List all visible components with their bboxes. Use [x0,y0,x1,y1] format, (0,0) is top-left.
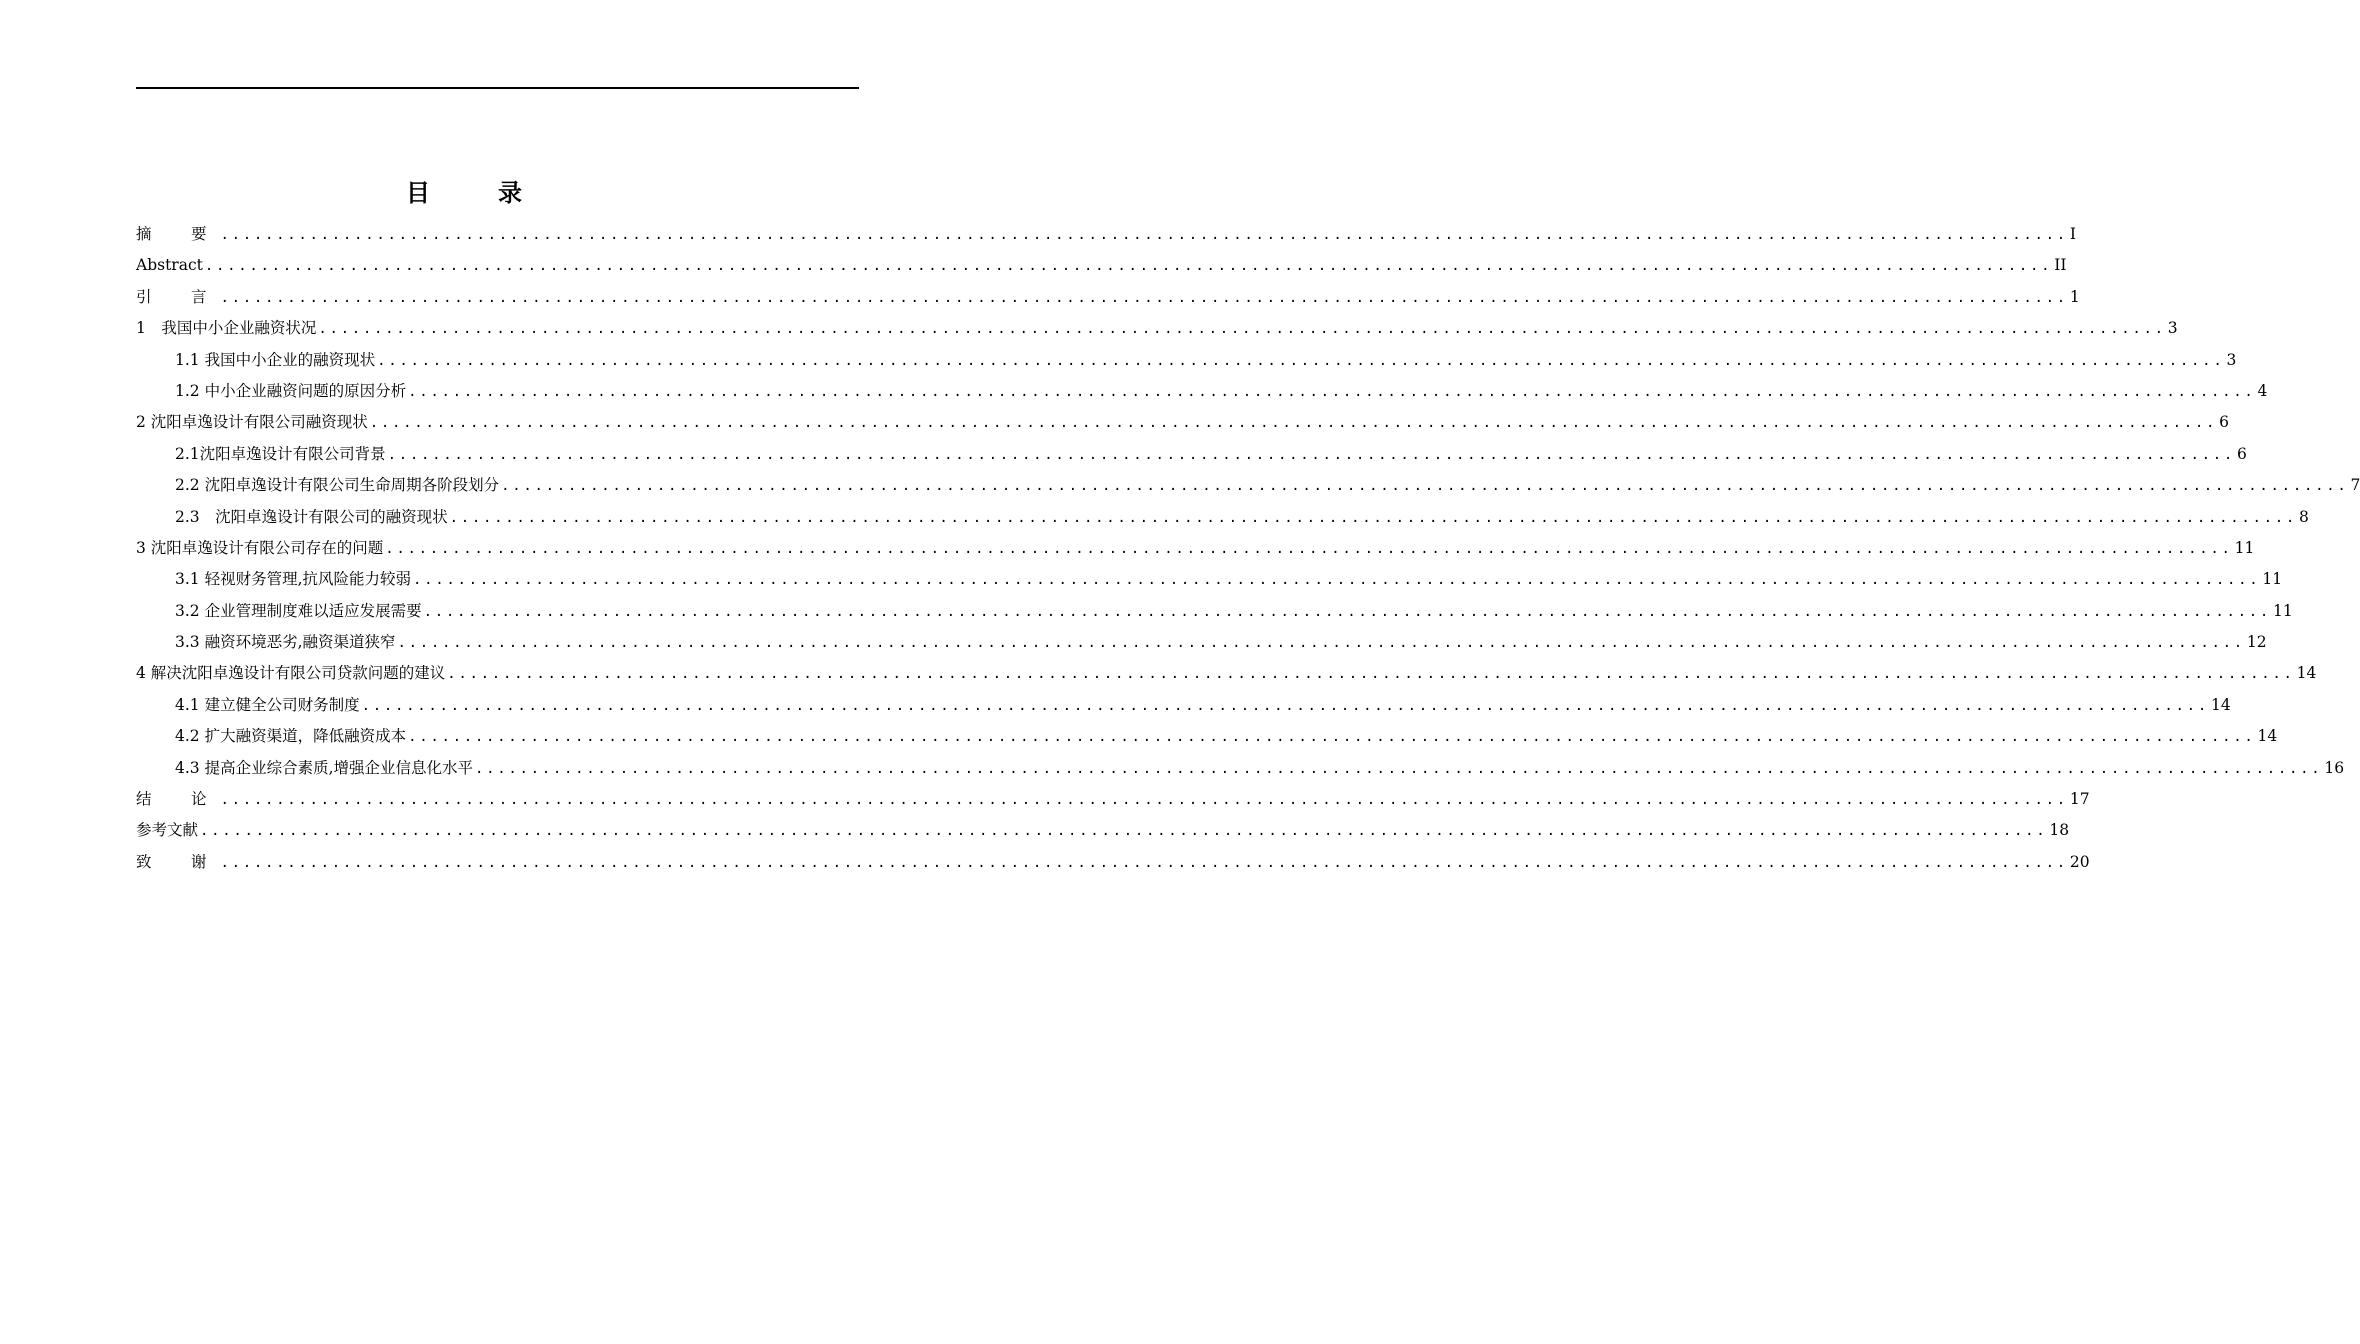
toc-entry-title: 4.1 建立健全公司财务制度 [175,695,360,714]
toc-entry[interactable] [136,564,2283,595]
toc-dot-leader: ...................................................................................................................................................................... [408,729,2256,746]
toc-page-number: 8 [2299,507,2309,526]
toc-entry-title: 1.2 中小企业融资问题的原因分析 [175,381,407,400]
toc-page-number: 18 [2049,821,2070,840]
toc-dot-leader: ...................................................................................................................................................................... [220,227,2068,243]
page-title: 目 录 [406,179,544,207]
toc-dot-leader: ...................................................................................................................................................................... [423,603,2271,620]
toc-entry-title: 1.1 我国中小企业的融资现状 [175,350,376,369]
toc-dot-leader: ...................................................................................................................................................................... [361,697,2209,714]
toc-entry[interactable] [136,533,2255,564]
header-rule [136,87,859,89]
toc-entry-title: 3.3 融资环境恶劣,融资渠道狭窄 [175,633,396,652]
toc-page-number: 14 [2257,727,2278,746]
toc-page-number: 12 [2246,633,2267,652]
toc-dot-leader: ...................................................................................................................................................................... [369,415,2218,432]
toc-entry[interactable] [136,470,2360,501]
toc-page-number: 11 [2234,538,2255,557]
toc-entry-title: 2.2 沈阳卓逸设计有限公司生命周期各阶段划分 [175,476,500,495]
toc-entry[interactable] [136,345,2237,376]
toc-page-number: 6 [2237,444,2247,463]
toc-entry-title: 摘 要 [136,225,219,243]
table-of-contents [136,219,2360,878]
toc-entry[interactable] [136,658,2317,689]
toc-entry-title: 4.2 扩大融资渠道，降低融资成本 [175,727,407,746]
toc-dot-leader: ...................................................................................................................................................................... [397,635,2245,652]
toc-page-number: 7 [2350,476,2360,495]
toc-entry[interactable] [136,313,2178,344]
toc-page-number: 4 [2257,381,2268,400]
toc-dot-leader: ...................................................................................................................................................................... [377,352,2225,369]
toc-dot-leader: ...................................................................................................................................................................... [475,760,2323,777]
toc-page-number: 3 [2167,319,2178,338]
toc-page-number: 11 [2272,601,2293,620]
toc-dot-leader: ...................................................................................................................................................................... [413,572,2261,589]
toc-entry[interactable] [136,815,2070,846]
toc-page-number: I [2069,225,2077,243]
toc-entry-title: 3 沈阳卓逸设计有限公司存在的问题 [136,538,384,557]
toc-entry[interactable] [136,721,2278,752]
toc-entry-title: 引 言 [136,287,219,306]
toc-page-number: 6 [2219,413,2230,432]
toc-entry-title: Abstract [136,256,203,275]
toc-entry[interactable] [136,407,2230,438]
toc-dot-leader: ...................................................................................................................................................................... [220,854,2068,871]
toc-entry[interactable] [136,250,2067,281]
toc-entry-title: 2.3 沈阳卓逸设计有限公司的融资现状 [175,507,448,526]
toc-dot-leader: ...................................................................................................................................................................... [200,823,2048,840]
toc-entry-title: 2 沈阳卓逸设计有限公司融资现状 [136,413,368,432]
toc-entry[interactable] [136,502,2309,533]
toc-page-number: 3 [2226,350,2237,369]
toc-entry[interactable] [136,784,2090,815]
toc-dot-leader: ...................................................................................................................................................................... [449,509,2298,526]
toc-dot-leader: ...................................................................................................................................................................... [385,540,2233,557]
toc-entry[interactable] [136,596,2293,627]
toc-entry[interactable] [136,376,2268,407]
toc-entry-title: 1 我国中小企业融资状况 [136,319,317,338]
toc-entry-title: 4.3 提高企业综合素质,增强企业信息化水平 [175,758,474,777]
toc-entry[interactable] [136,282,2080,313]
toc-dot-leader: ...................................................................................................................................................................... [220,289,2068,306]
toc-dot-leader: ...................................................................................................................................................................... [501,478,2349,495]
toc-entry-title: 2.1沈阳卓逸设计有限公司背景 [175,444,386,463]
toc-entry[interactable] [136,219,2077,250]
toc-entry[interactable] [136,439,2247,470]
toc-entry-title: 3.1 轻视财务管理,抗风险能力较弱 [175,570,412,589]
toc-page-number: 14 [2296,664,2317,683]
toc-dot-leader: ...................................................................................................................................................................... [318,321,2166,338]
toc-entry-title: 参考文献 [136,821,199,840]
toc-page-number: 11 [2262,570,2283,589]
toc-page-number: 17 [2069,790,2090,809]
toc-dot-leader: ...................................................................................................................................................................... [220,792,2068,809]
toc-page-number: 16 [2324,758,2345,777]
toc-entry[interactable] [136,690,2231,721]
toc-page-number: 20 [2069,852,2090,871]
toc-dot-leader: ...................................................................................................................................................................... [387,446,2236,463]
toc-page-number: II [2054,256,2067,275]
toc-entry[interactable] [136,847,2090,878]
toc-page-number: 14 [2210,695,2231,714]
toc-entry[interactable] [136,753,2345,784]
toc-entry-title: 4 解决沈阳卓逸设计有限公司贷款问题的建议 [136,664,446,683]
toc-dot-leader: ...................................................................................................................................................................... [204,258,2053,275]
toc-dot-leader: ...................................................................................................................................................................... [447,666,2295,683]
toc-entry-title: 3.2 企业管理制度难以适应发展需要 [175,601,422,620]
toc-entry[interactable] [136,627,2267,658]
toc-entry-title: 结 论 [136,790,219,809]
toc-entry-title: 致 谢 [136,852,219,871]
toc-dot-leader: ...................................................................................................................................................................... [408,383,2256,400]
toc-page-number: 1 [2069,287,2080,306]
